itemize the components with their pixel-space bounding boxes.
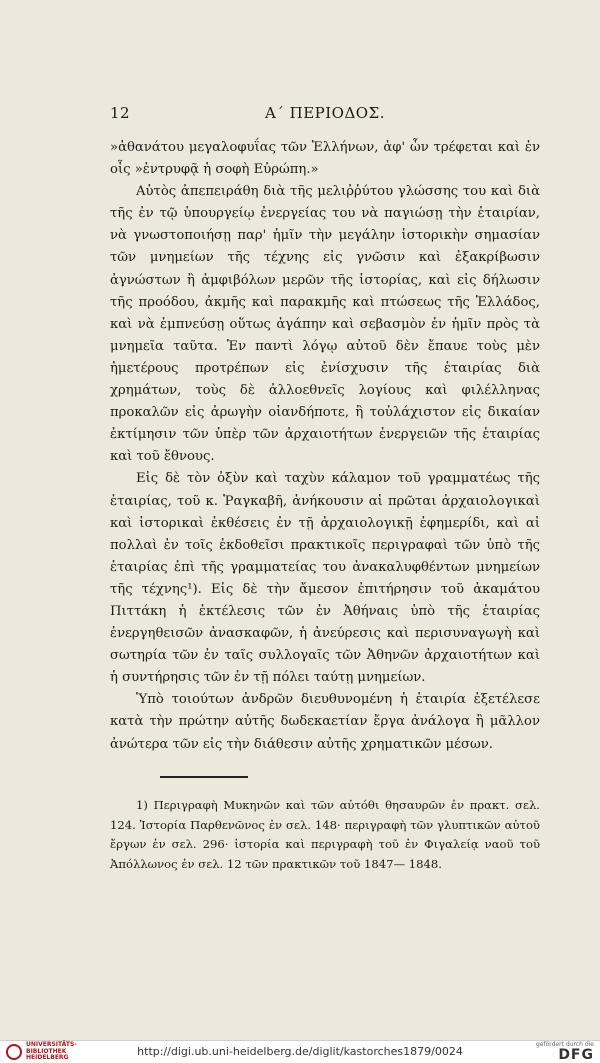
footnote-rule [160,776,248,778]
running-title: Α΄ ΠΕΡΙΟΔΟΣ. [265,104,385,122]
dfg-logo[interactable] [536,1041,594,1062]
running-header [110,104,540,126]
footnote-text: 1) Περιγραφὴ Μυκηνῶν καὶ τῶν αὐτόθι θησαυρῶν ἐν πρακτ. σελ. 124. Ἱστορία Παρθενῶνος ἐν σελ. 148· περιγραφὴ τῶν γλυπτικῶν αὐτοῦ ἔργων ἐν σελ. 296· ἱστορία καὶ περιγραφὴ τοῦ ἐν Φιγαλείᾳ ναοῦ τοῦ Ἀπόλλωνος ἐν σελ. 12 τῶν πρακτικῶν τοῦ 1847— 1848. [110,798,540,871]
viewer-footer [0,1040,600,1063]
dfg-wordmark: DFG [558,1047,594,1063]
logo-text: UNIVERSITÄTS- BIBLIOTHEK HEIDELBERG [26,1041,77,1062]
paragraph: Αὐτὸς ἀπεπειράθη διὰ τῆς μελιῤῥύτου γλώσσης του καὶ διὰ τῆς ἐν τῷ ὑπουργείῳ ἐνεργείας του νὰ παγιώσῃ τὴν ἑταιρίαν, νὰ γνωστοποιήσῃ παρ' ἡμῖν τὴν μεγάλην ἱστορικὴν σημασίαν τῶν μνημείων τῆς τέχνης εἰς γνῶσιν καὶ ἐξακρίβωσιν ἀγνώστων ἢ ἀμφιβόλων μερῶν τῆς ἱστορίας, καὶ εἰς δήλωσιν τῆς προόδου, ἀκμῆς καὶ παρακμῆς καὶ πτώσεως τῆς Ἑλλάδος, καὶ νὰ ἐμπνεύσῃ οὕτως ἀγάπην καὶ σεβασμὸν ἐν ἡμῖν πρὸς τὰ μνημεῖα ταῦτα. Ἐν παντὶ λόγῳ αὐτοῦ δὲν ἔπαυε τοὺς μὲν ἡμετέρους προτρέπων εἰς ἐνίσχυσιν τῆς ἑταιρίας διὰ χρημάτων, τοὺς δὲ ἀλλοεθνεῖς λογίους καὶ φιλέλληνας προκαλῶν εἰς ἀρωγὴν οἱανδήποτε, ἢ τοὐλάχιστον εἰς δικαίαν ἐκτίμησιν τῶν ὑπὲρ τῶν ἀρχαιοτήτων ἐνεργειῶν τῆς ἑταιρίας καὶ τοῦ ἔθνους. [110,184,540,465]
footnote [110,796,540,874]
paragraph: Ὑπὸ τοιούτων ἀνδρῶν διευθυνομένη ἡ ἑταιρία ἐξετέλεσε κατὰ τὴν πρώτην αὐτῆς δωδεκαετίαν ἔργα ἀνάλογα ἢ μᾶλλον ἀνώτερα τῶν εἰς τὴν διάθεσιν αὐτῆς χρηματικῶν μέσων. [110,692,540,752]
permalink-url[interactable]: http://digi.ub.uni-heidelberg.de/diglit/kastorches1879/0024 [137,1045,463,1058]
paragraph: Εἰς δὲ τὸν ὀξὺν καὶ ταχὺν κάλαμον τοῦ γραμματέως τῆς ἑταιρίας, τοῦ κ. Ῥαγκαβῆ, ἀνήκουσιν αἱ πρῶται ἀρχαιολογικαὶ καὶ ἱστορικαὶ ἐκθέσεις ἐν τῇ ἀρχαιολογικῇ ἐφημερίδι, καὶ αἱ πολλαὶ ἐν τοῖς ἐκδοθεῖσι πρακτικοῖς περιγραφαὶ τῶν ὑπὸ τῆς ἑταιρίας ἐπὶ τῆς γραμματείας του ἀνακαλυφθέντων μνημείων τῆς τέχνης¹). Εἰς δὲ τὴν ἄμεσον ἐπιτήρησιν τοῦ ἀκαμάτου Πιττάκη ἡ ἐκτέλεσις τῶν ἐν Ἀθήναις ὑπὸ τῆς ἑταιρίας ἐνεργηθεισῶν ἀνασκαφῶν, ἡ ἀνεύρεσις καὶ περισυναγωγὴ καὶ σωτηρία τῶν ἐν ταῖς συλλογαῖς τῶν Ἀθηνῶν ἀρχαιοτήτων καὶ ἡ συντήρησις τῶν ἐν τῇ πόλει ταύτῃ μνημείων. [110,471,540,686]
page-number: 12 [110,104,131,122]
funded-by-text: gefördert durch die [536,1041,594,1048]
body-text [110,137,540,756]
paragraph-quote-end: »ἀθανάτου μεγαλοφυΐας τῶν Ἑλλήνων, ἀφ' ὧν τρέφεται καὶ ἐν οἷς »ἐντρυφᾷ ἡ σοφὴ Εὐρώπη.» [110,140,540,178]
